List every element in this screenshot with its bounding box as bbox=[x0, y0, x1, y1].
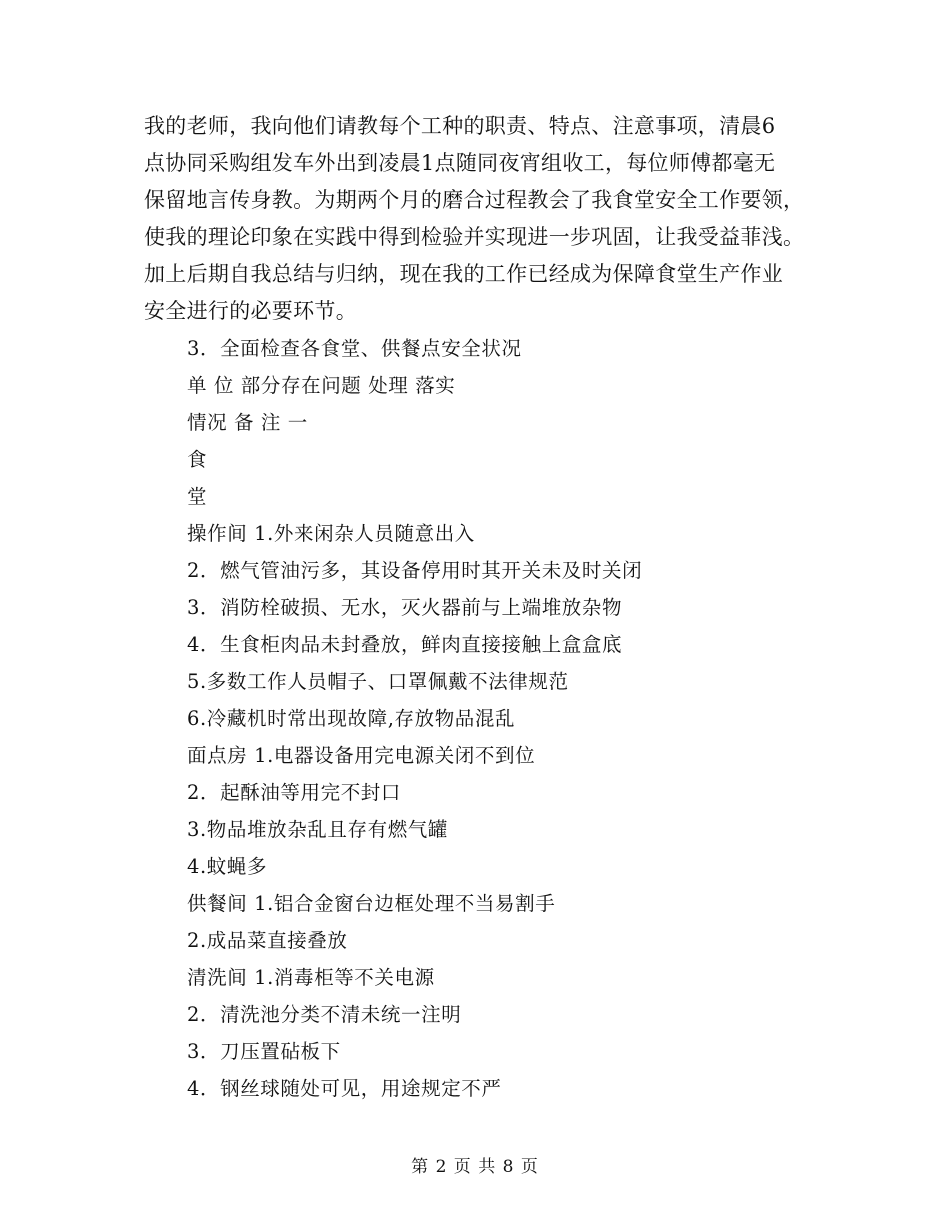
list-item: 操作间 1.外来闲杂人员随意出入 bbox=[187, 522, 475, 545]
table-header-line: 单 位 部分存在问题 处理 落实 bbox=[187, 374, 456, 397]
list-item: 5.多数工作人员帽子、口罩佩戴不法律规范 bbox=[187, 670, 569, 693]
list-item: 4.蚊蝇多 bbox=[187, 855, 268, 878]
inspection-list bbox=[187, 330, 642, 1107]
table-header-line: 情况 备 注 一 bbox=[187, 411, 308, 434]
unit-label-char: 食 bbox=[187, 448, 208, 471]
paragraph-line: 使我的理论印象在实践中得到检验并实现进一步巩固，让我受益菲浅。 bbox=[144, 225, 805, 249]
list-item: 2．起酥油等用完不封口 bbox=[187, 781, 402, 804]
paragraph-line: 点协同采购组发车外出到凌晨1点随同夜宵组收工，每位师傅都毫无 bbox=[144, 151, 776, 175]
list-item: 2．燃气管油污多，其设备停用时其开关未及时关闭 bbox=[187, 559, 643, 582]
list-item: 3．刀压置砧板下 bbox=[187, 1040, 341, 1063]
list-item: 面点房 1.电器设备用完电源关闭不到位 bbox=[187, 744, 536, 767]
page-number-footer: 第 2 页 共 8 页 bbox=[411, 1157, 539, 1177]
list-item: 6.冷藏机时常出现故障,存放物品混乱 bbox=[187, 707, 516, 730]
list-item: 3.物品堆放杂乱且存有燃气罐 bbox=[187, 818, 449, 841]
paragraph-line: 安全进行的必要环节。 bbox=[144, 299, 357, 323]
list-item: 2.成品菜直接叠放 bbox=[187, 929, 348, 952]
paragraph-line: 我的老师，我向他们请教每个工种的职责、特点、注意事项，清晨6 bbox=[144, 114, 776, 138]
unit-label-char: 堂 bbox=[187, 485, 208, 508]
list-item: 清洗间 1.消毒柜等不关电源 bbox=[187, 966, 435, 989]
list-item: 供餐间 1.铝合金窗台边框处理不当易割手 bbox=[187, 892, 556, 915]
list-item: 4．生食柜肉品未封叠放，鲜肉直接接触上盒盒底 bbox=[187, 633, 623, 656]
section-heading: 3．全面检查各食堂、供餐点安全状况 bbox=[187, 337, 522, 360]
body-paragraph bbox=[144, 108, 824, 330]
list-item: 3．消防栓破损、无水，灭火器前与上端堆放杂物 bbox=[187, 596, 623, 619]
list-item: 2．清洗池分类不清未统一注明 bbox=[187, 1003, 462, 1026]
paragraph-line: 保留地言传身教。为期两个月的磨合过程教会了我食堂安全工作要领， bbox=[144, 188, 805, 212]
list-item: 4．钢丝球随处可见，用途规定不严 bbox=[187, 1077, 502, 1100]
paragraph-line: 加上后期自我总结与归纳，现在我的工作已经成为保障食堂生产作业 bbox=[144, 262, 783, 286]
